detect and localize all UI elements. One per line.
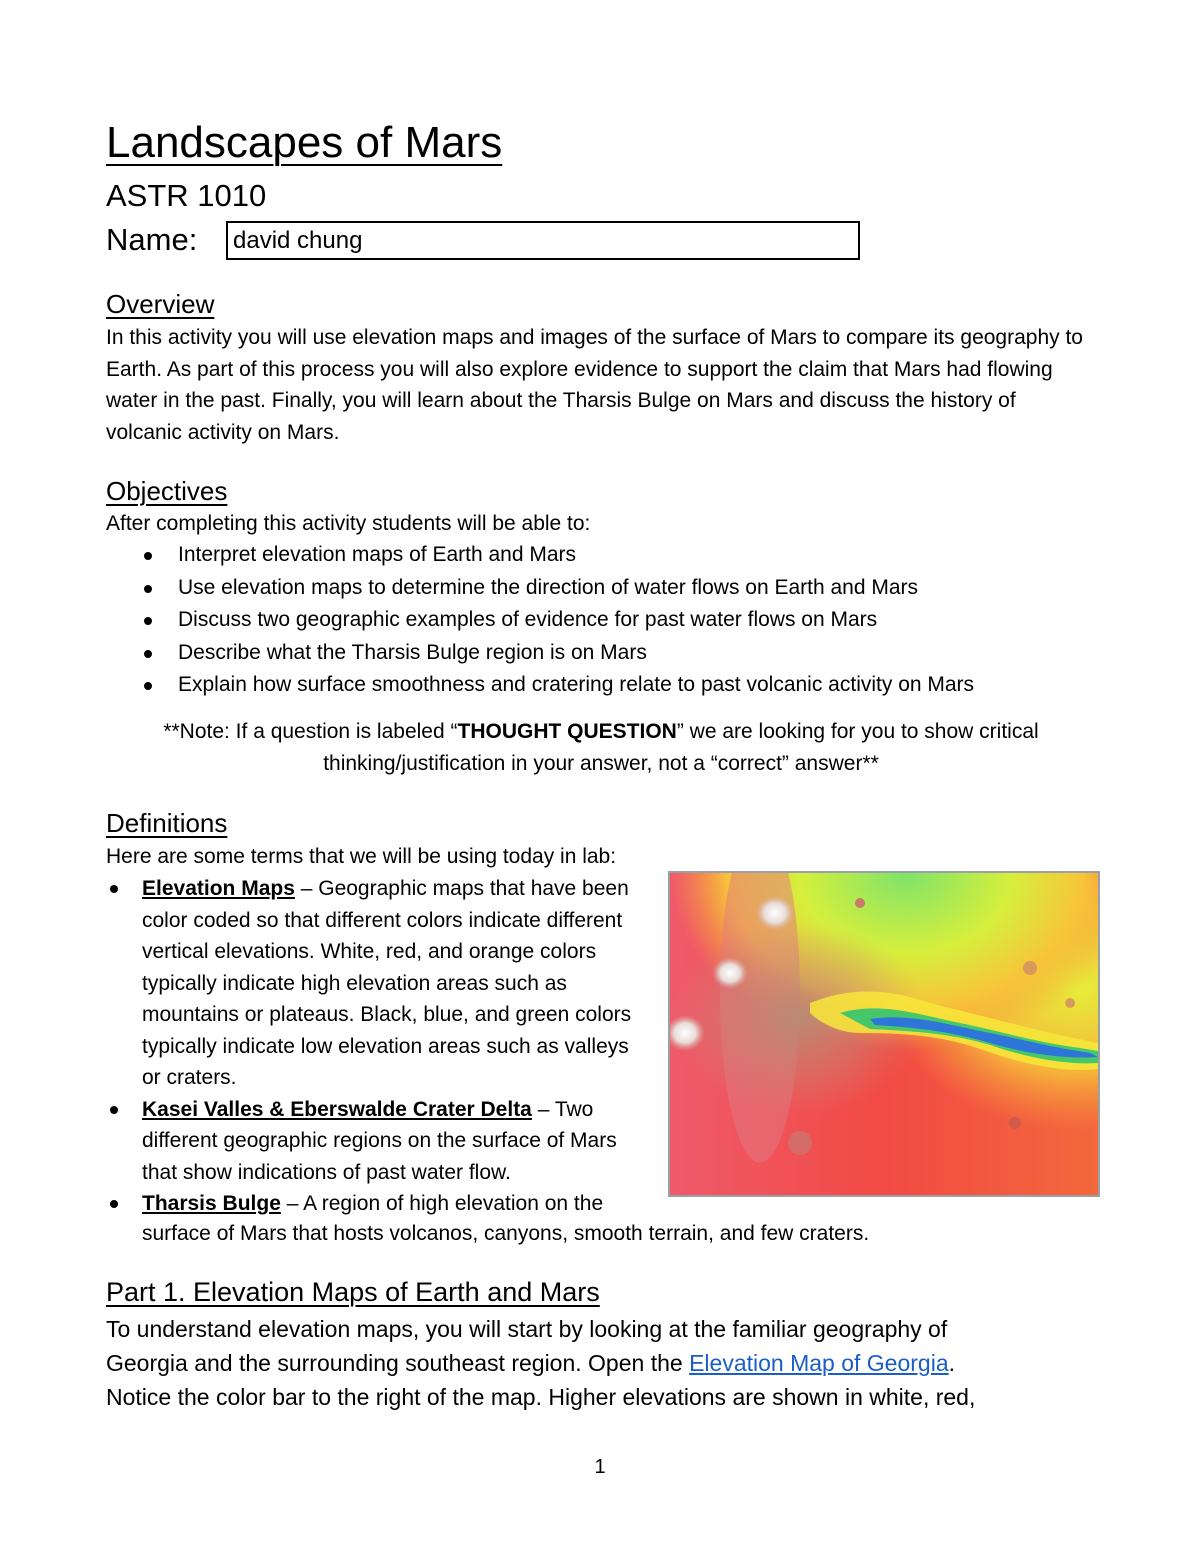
definitions-heading: Definitions [106, 808, 228, 838]
objectives-list [106, 539, 974, 702]
note-text: **Note: If a question is labeled “ [163, 720, 458, 743]
definition-text: – Geographic maps that have been color coded so that different colors indicate different vertical elevations. White, red, and orange colors typically indicate high elevation areas such as mountains or plateaus. Black, blue, and green colors typically indicate low elevation areas such as valleys or craters. [142, 877, 632, 1089]
definition-term: Elevation Maps [142, 877, 295, 900]
thought-question-note [106, 716, 1096, 779]
part1-line: Notice the color bar to the right of the map. Higher elevations are shown in white, red, [106, 1384, 976, 1410]
definition-term: Kasei Valles & Eberswalde Crater Delta [142, 1097, 532, 1121]
definition-text: – A region of high elevation on the [280, 1192, 604, 1215]
note-text: ” we are looking for you to show critical thinking/justification in your answer, not a “correct” answer** [323, 720, 1039, 775]
name-field[interactable]: david chung [226, 221, 860, 260]
overview-heading: Overview [106, 289, 215, 319]
part1-text-span: . [948, 1350, 956, 1376]
overview-text: In this activity you will use elevation maps and images of the surface of Mars to compare its geography to Earth. As part of this process you will also explore evidence to support the claim that Mars had flowing water in the past. Finally, you will learn about the Tharsis Bulge on Mars and discuss the history of volcanic activity on Mars. [106, 326, 1083, 444]
definitions-intro: Here are some terms that we will be using today in lab: [106, 845, 617, 868]
definition-text: – Two different geographic regions on the surface of Mars that show indications of past water flow. [142, 1097, 617, 1184]
mars-elevation-map-image [668, 871, 1100, 1197]
definition-term: Tharsis Bulge [142, 1192, 281, 1215]
definition-item [106, 1188, 651, 1220]
course-code: ASTR 1010 [106, 178, 267, 213]
objective-item: Use elevation maps to determine the direction of water flows on Earth and Mars [106, 572, 974, 605]
part1-line: To understand elevation maps, you will start by looking at the familiar geography of [106, 1316, 948, 1342]
objective-item: Discuss two geographic examples of evidence for past water flows on Mars [106, 604, 974, 637]
part1-line [106, 1346, 1096, 1380]
part1-heading: Part 1. Elevation Maps of Earth and Mars [106, 1277, 600, 1307]
part1-text-span: Georgia and the surrounding southeast region. Open the [106, 1350, 690, 1376]
definition-item [106, 873, 651, 1094]
elevation-map-of-georgia-link[interactable]: Elevation Map of Georgia [689, 1350, 949, 1376]
definitions-list [106, 873, 651, 1220]
note-emphasis: THOUGHT QUESTION [457, 720, 677, 743]
page-number: 1 [594, 1456, 606, 1478]
definition-continuation: surface of Mars that hosts volcanos, canyons, smooth terrain, and few craters. [142, 1222, 870, 1245]
objective-item: Explain how surface smoothness and cratering relate to past volcanic activity on Mars [106, 669, 974, 702]
definition-item [106, 1094, 651, 1189]
objectives-intro: After completing this activity students will be able to: [106, 512, 591, 535]
objective-item: Describe what the Tharsis Bulge region is on Mars [106, 637, 974, 670]
part1-text [106, 1312, 1096, 1414]
objectives-heading: Objectives [106, 476, 228, 506]
objective-item: Interpret elevation maps of Earth and Mars [106, 539, 974, 572]
name-label: Name: [106, 222, 198, 257]
document-title: Landscapes of Mars [106, 118, 503, 167]
